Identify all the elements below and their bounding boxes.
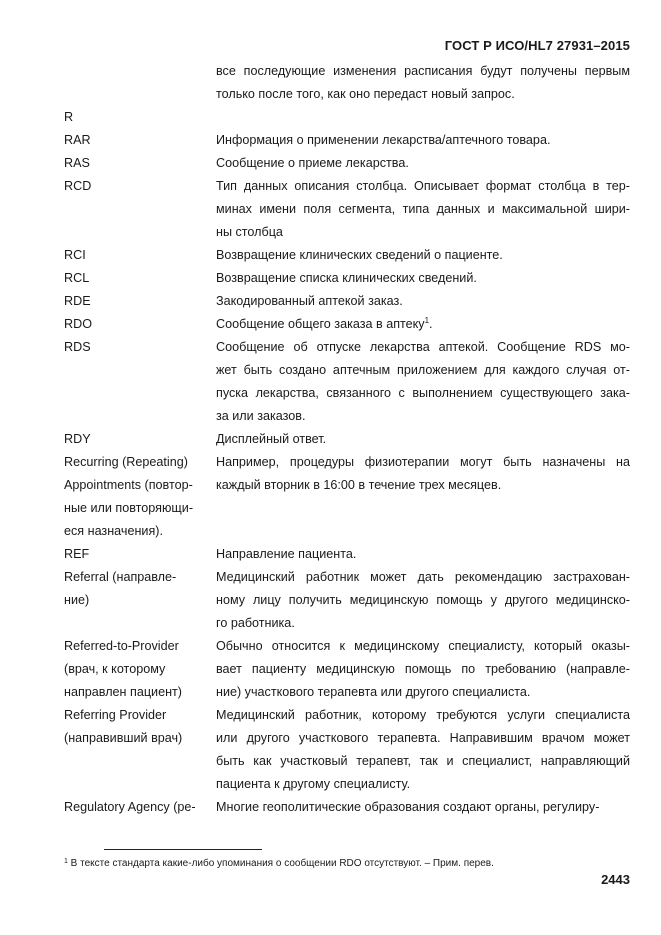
definition-text: Обычно относится к медицинскому специалисту, который оказы- [216,639,630,653]
term-line: RDE [64,294,91,308]
definition-line [216,198,630,221]
footnote-divider [104,849,262,850]
glossary-definition [216,313,630,336]
definition-text: все последующие изменения расписания будут получены первым [216,64,630,78]
definition-text: или другого участкового терапевта. Направившим врачом может [216,731,630,745]
glossary-term [64,290,216,313]
definition-text: Медицинский работник, которому требуются услуги специалиста [216,708,630,722]
term-line: RDS [64,340,91,354]
glossary-term [64,796,216,819]
glossary-entry [64,451,630,543]
definition-text: Возвращение клинических сведений о пациенте. [216,248,503,262]
definition-line [216,658,630,681]
page-number: 2443 [601,872,630,887]
glossary-term [64,244,216,267]
glossary-definition [216,267,630,290]
glossary-term [64,704,216,796]
definition-text: только после того, как оно передаст новый запрос. [216,87,515,101]
term-line: RCL [64,271,90,285]
glossary-term [64,267,216,290]
term-line: ные или повторяющи- [64,501,194,515]
definition-line [216,60,630,83]
definition-text: Возвращение списка клинических сведений. [216,271,477,285]
glossary-entry [64,704,630,796]
definition-text: вает пациенту медицинскую помощь по требованию (направле- [216,662,630,676]
glossary-term [64,129,216,152]
definition-line [216,773,630,796]
glossary-definition [216,175,630,244]
glossary-definition [216,106,630,129]
definition-line [216,359,630,382]
term-line: RDY [64,432,91,446]
term-line: ние) [64,593,90,607]
definition-text: Направление пациента. [216,547,357,561]
term-line: RDO [64,317,92,331]
glossary-entry [64,244,630,267]
definition-tail: . [429,317,433,331]
glossary-definition [216,129,630,152]
term-line: Referral (направле- [64,570,177,584]
glossary-entry [64,336,630,428]
footnote-reference: 1 [424,316,430,325]
glossary-term [64,60,216,106]
glossary-entry [64,290,630,313]
definition-line [216,175,630,198]
definition-line [216,589,630,612]
definition-line [216,474,630,497]
definition-text: минах имени поля сегмента, типа данных и максимальной шири- [216,202,630,216]
glossary-entry [64,152,630,175]
definition-line [216,405,630,428]
definition-text: Сообщение о приеме лекарства. [216,156,409,170]
glossary-term [64,566,216,635]
term-line: еся назначения). [64,524,163,538]
definition-text: Многие геополитические образования создают органы, регулиру- [216,800,600,814]
definition-line [216,267,630,290]
glossary-definition [216,451,630,543]
definition-line [216,244,630,267]
glossary-definition [216,290,630,313]
glossary-entry [64,313,630,336]
term-line: направлен пациент) [64,685,182,699]
glossary-entry [64,106,630,129]
definition-text: ному лицу получить медицинскую помощь у другого медицинско- [216,593,630,607]
glossary-term [64,543,216,566]
glossary-term [64,175,216,244]
definition-line [216,681,630,704]
definition-text: Медицинский работник может дать рекомендацию застрахован- [216,570,630,584]
definition-line [216,152,630,175]
definition-text: пациента к другому специалисту. [216,777,411,791]
term-line: Referred-to-Provider [64,639,179,653]
term-line: R [64,110,74,124]
glossary-entry [64,796,630,819]
glossary-entry [64,267,630,290]
definition-text: ны столбца [216,225,283,239]
term-line: Recurring (Repeating) [64,455,188,469]
definition-text: го работника. [216,616,295,630]
term-line: (врач, к которому [64,662,166,676]
term-line: RCD [64,179,92,193]
definition-text: жет быть создано аптечным приложением для каждого случая от- [216,363,630,377]
term-line: RAR [64,133,91,147]
definition-text: быть как участковый терапевт, так и специалист, направляющий [216,754,630,768]
glossary-term [64,313,216,336]
definition-line [216,382,630,405]
glossary-entry [64,428,630,451]
glossary-definition [216,566,630,635]
definition-line [216,221,630,244]
definition-line [216,750,630,773]
definition-text: Например, процедуры физиотерапии могут быть назначены на [216,455,630,469]
glossary-term [64,635,216,704]
definition-text: Сообщение об отпуске лекарства аптекой. Сообщение RDS мо- [216,340,630,354]
glossary-definition [216,428,630,451]
definition-text: Тип данных описания столбца. Описывает формат столбца в тер- [216,179,630,193]
definition-line [216,704,630,727]
definition-line [216,635,630,658]
glossary-term [64,106,216,129]
definition-text: пуска лекарства, связанного с выполнением существующего зака- [216,386,630,400]
glossary-term [64,336,216,428]
definition-text: Дисплейный ответ. [216,432,327,446]
term-line: Regulatory Agency (ре- [64,800,196,814]
term-line: REF [64,547,90,561]
glossary-entry [64,543,630,566]
footnote-text: В тексте стандарта какие-либо упоминания о сообщении RDO отсутствуют. – Прим. перев. [67,858,494,869]
footnote [64,857,494,871]
definition-line [216,428,630,451]
definition-line [216,612,630,635]
glossary-term [64,428,216,451]
glossary-term [64,152,216,175]
definition-line [216,313,630,336]
glossary-definition [216,796,630,819]
glossary-entry [64,129,630,152]
definition-line [216,727,630,750]
glossary-definition [216,60,630,106]
glossary-definition [216,635,630,704]
definition-line [216,796,630,819]
definition-line [216,290,630,313]
definition-text: ние) участкового терапевта или другого специалиста. [216,685,531,699]
definition-text: Закодированный аптекой заказ. [216,294,403,308]
definition-text: каждый вторник в 16:00 в течение трех месяцев. [216,478,502,492]
glossary-definition [216,152,630,175]
definition-text: Сообщение общего заказа в аптеку [216,317,425,331]
glossary-entry [64,566,630,635]
footnote-mark: 1 [64,858,68,865]
definition-line [216,451,630,474]
definition-text: за или заказов. [216,409,306,423]
definition-line [216,129,630,152]
glossary-term [64,451,216,543]
glossary-body [64,60,630,819]
definition-line [216,83,630,106]
definition-line [216,543,630,566]
term-line: Referring Provider [64,708,167,722]
glossary-entry [64,175,630,244]
term-line: RAS [64,156,90,170]
glossary-definition [216,543,630,566]
document-header: ГОСТ Р ИСО/HL7 27931–2015 [444,38,630,53]
term-line: Appointments (повтор- [64,478,193,492]
glossary-definition [216,244,630,267]
term-line: (направивший врач) [64,731,183,745]
definition-text: Информация о применении лекарства/аптечного товара. [216,133,551,147]
glossary-entry [64,60,630,106]
term-line: RCI [64,248,86,262]
definition-line [216,336,630,359]
definition-line [216,566,630,589]
glossary-definition [216,704,630,796]
glossary-entry [64,635,630,704]
glossary-definition [216,336,630,428]
